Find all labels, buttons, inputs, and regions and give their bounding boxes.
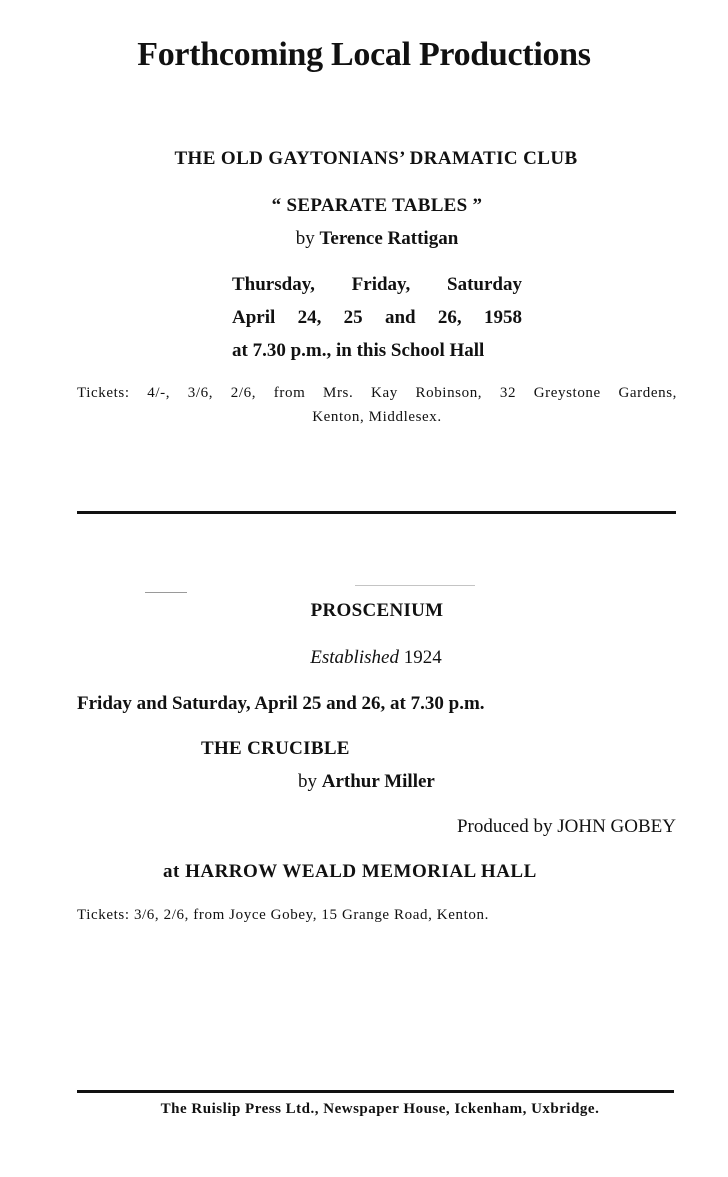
company-name: PROSCENIUM [310,600,444,621]
printer-imprint: The Ruislip Press Ltd., Newspaper House, Ickenham, Uxbridge. [160,1101,600,1117]
page-title: Forthcoming Local Productions [137,36,591,73]
author-name: Arthur Miller [321,771,435,792]
footer-divider [77,1090,674,1093]
section-divider [77,511,676,514]
print-speck [355,585,475,586]
venue: at HARROW WEALD MEMORIAL HALL [163,861,537,882]
date-word: 26, [437,307,462,328]
date-word: 1958 [483,307,522,328]
print-speck [145,592,187,593]
producer-credit: Produced by JOHN GOBEY [456,816,676,837]
day: Saturday [447,274,522,295]
by-label: by [298,771,317,792]
performance-dates [232,307,522,329]
established-line [0,647,728,669]
company-name: THE OLD GAYTONIANS’ DRAMATIC CLUB [174,148,578,169]
play-title: “ SEPARATE TABLES ” [271,195,483,216]
tickets-info: Tickets: 3/6, 2/6, from Joyce Gobey, 15 Grange Road, Kenton. [77,907,489,923]
author-name: Terence Rattigan [319,228,459,249]
day: Friday, [351,274,411,295]
play-title: THE CRUCIBLE [201,738,350,759]
date-word: and [384,307,416,328]
date-word: 25 [343,307,363,328]
tickets-info: Tickets: 4/-, 3/6, 2/6, from Mrs. Kay Robinson, 32 Greystone Gardens, [77,385,677,401]
established-label: Established [310,647,399,668]
play-author-line [0,228,728,250]
performance-days [232,274,522,296]
time-and-venue: at 7.30 p.m., in this School Hall [232,340,485,361]
tickets-info-continued: Kenton, Middlesex. [312,409,442,425]
date-word: 24, [297,307,322,328]
day: Thursday, [232,274,315,295]
date-word: April [232,307,276,328]
performance-dates: Friday and Saturday, April 25 and 26, at 7.30 p.m. [77,693,485,714]
play-author-line [298,771,435,793]
by-label: by [295,228,315,249]
established-year: 1924 [403,647,442,668]
